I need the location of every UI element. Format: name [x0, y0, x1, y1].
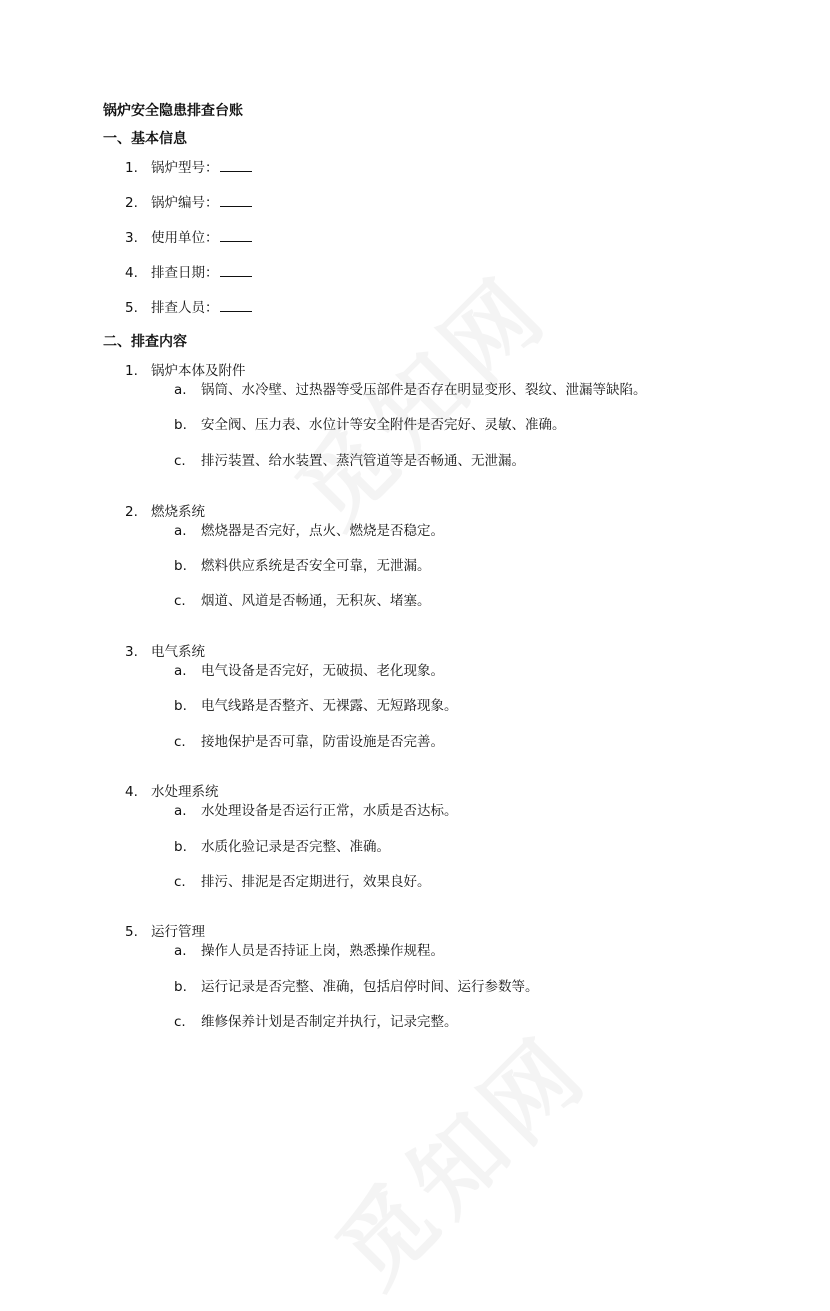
- check-item: [174, 696, 458, 716]
- check-item: [174, 591, 431, 611]
- check-text: 电气线路是否整齐、无裸露、无短路现象。: [201, 698, 458, 714]
- check-item: [174, 732, 444, 752]
- check-item: [174, 521, 444, 541]
- item-number: 2.: [125, 195, 138, 211]
- item-number: 3.: [125, 644, 138, 660]
- info-item: [125, 263, 252, 283]
- item-number: 4.: [125, 265, 138, 281]
- group-title: 燃烧系统: [151, 504, 205, 520]
- check-item: [174, 380, 647, 400]
- document-title: 锅炉安全隐患排查台账: [103, 103, 243, 119]
- section-heading-basic-info: 一、基本信息: [103, 131, 187, 147]
- watermark: [303, 1001, 613, 1311]
- info-label: 排查人员：: [151, 300, 219, 316]
- fill-blank[interactable]: [220, 159, 252, 172]
- check-text: 烟道、风道是否畅通，无积灰、堵塞。: [201, 593, 431, 609]
- group-title: 锅炉本体及附件: [151, 363, 246, 379]
- check-text: 水质化验记录是否完整、准确。: [201, 839, 390, 855]
- fill-blank[interactable]: [220, 299, 252, 312]
- group-title: 水处理系统: [151, 784, 219, 800]
- check-text: 接地保护是否可靠，防雷设施是否完善。: [201, 734, 444, 750]
- item-letter: a.: [174, 803, 187, 819]
- check-text: 排污、排泥是否定期进行，效果良好。: [201, 874, 431, 890]
- check-item: [174, 415, 566, 435]
- item-letter: b.: [174, 698, 187, 714]
- item-letter: a.: [174, 382, 187, 398]
- item-letter: b.: [174, 979, 187, 995]
- item-letter: a.: [174, 943, 187, 959]
- check-text: 安全阀、压力表、水位计等安全附件是否完好、灵敏、准确。: [201, 417, 566, 433]
- info-label: 锅炉型号：: [151, 160, 219, 176]
- check-text: 维修保养计划是否制定并执行，记录完整。: [201, 1014, 458, 1030]
- item-letter: a.: [174, 663, 187, 679]
- info-label: 锅炉编号：: [151, 195, 219, 211]
- check-text: 排污装置、给水装置、蒸汽管道等是否畅通、无泄漏。: [201, 453, 525, 469]
- info-label: 排查日期：: [151, 265, 219, 281]
- section-heading-inspection: 二、排查内容: [103, 334, 187, 350]
- check-text: 运行记录是否完整、准确，包括启停时间、运行参数等。: [201, 979, 539, 995]
- check-text: 操作人员是否持证上岗，熟悉操作规程。: [201, 943, 444, 959]
- check-item: [174, 1012, 458, 1032]
- check-item: [174, 661, 444, 681]
- info-item: [125, 228, 252, 248]
- item-letter: c.: [174, 453, 186, 469]
- check-text: 锅筒、水冷壁、过热器等受压部件是否存在明显变形、裂纹、泄漏等缺陷。: [201, 382, 647, 398]
- check-item: [174, 872, 431, 892]
- check-item: [174, 837, 390, 857]
- item-number: 3.: [125, 230, 138, 246]
- fill-blank[interactable]: [220, 229, 252, 242]
- info-label: 使用单位：: [151, 230, 219, 246]
- item-letter: b.: [174, 839, 187, 855]
- group-title: 电气系统: [151, 644, 205, 660]
- item-letter: c.: [174, 874, 186, 890]
- info-item: [125, 298, 252, 318]
- inspection-group-heading: [125, 361, 246, 381]
- check-item: [174, 801, 458, 821]
- inspection-group-heading: [125, 642, 205, 662]
- check-item: [174, 977, 539, 997]
- item-letter: c.: [174, 1014, 186, 1030]
- check-text: 水处理设备是否运行正常，水质是否达标。: [201, 803, 458, 819]
- inspection-group-heading: [125, 782, 219, 802]
- check-text: 燃烧器是否完好，点火、燃烧是否稳定。: [201, 523, 444, 539]
- item-letter: a.: [174, 523, 187, 539]
- fill-blank[interactable]: [220, 264, 252, 277]
- item-letter: b.: [174, 558, 187, 574]
- item-number: 1.: [125, 160, 138, 176]
- inspection-group-heading: [125, 502, 205, 522]
- item-letter: c.: [174, 734, 186, 750]
- check-item: [174, 941, 444, 961]
- check-item: [174, 451, 525, 471]
- inspection-group-heading: [125, 922, 205, 942]
- item-letter: c.: [174, 593, 186, 609]
- item-number: 5.: [125, 924, 138, 940]
- check-text: 电气设备是否完好，无破损、老化现象。: [201, 663, 444, 679]
- group-title: 运行管理: [151, 924, 205, 940]
- check-item: [174, 556, 431, 576]
- check-text: 燃料供应系统是否安全可靠，无泄漏。: [201, 558, 431, 574]
- item-number: 2.: [125, 504, 138, 520]
- info-item: [125, 158, 252, 178]
- item-number: 4.: [125, 784, 138, 800]
- item-number: 5.: [125, 300, 138, 316]
- item-letter: b.: [174, 417, 187, 433]
- item-number: 1.: [125, 363, 138, 379]
- info-item: [125, 193, 252, 213]
- fill-blank[interactable]: [220, 194, 252, 207]
